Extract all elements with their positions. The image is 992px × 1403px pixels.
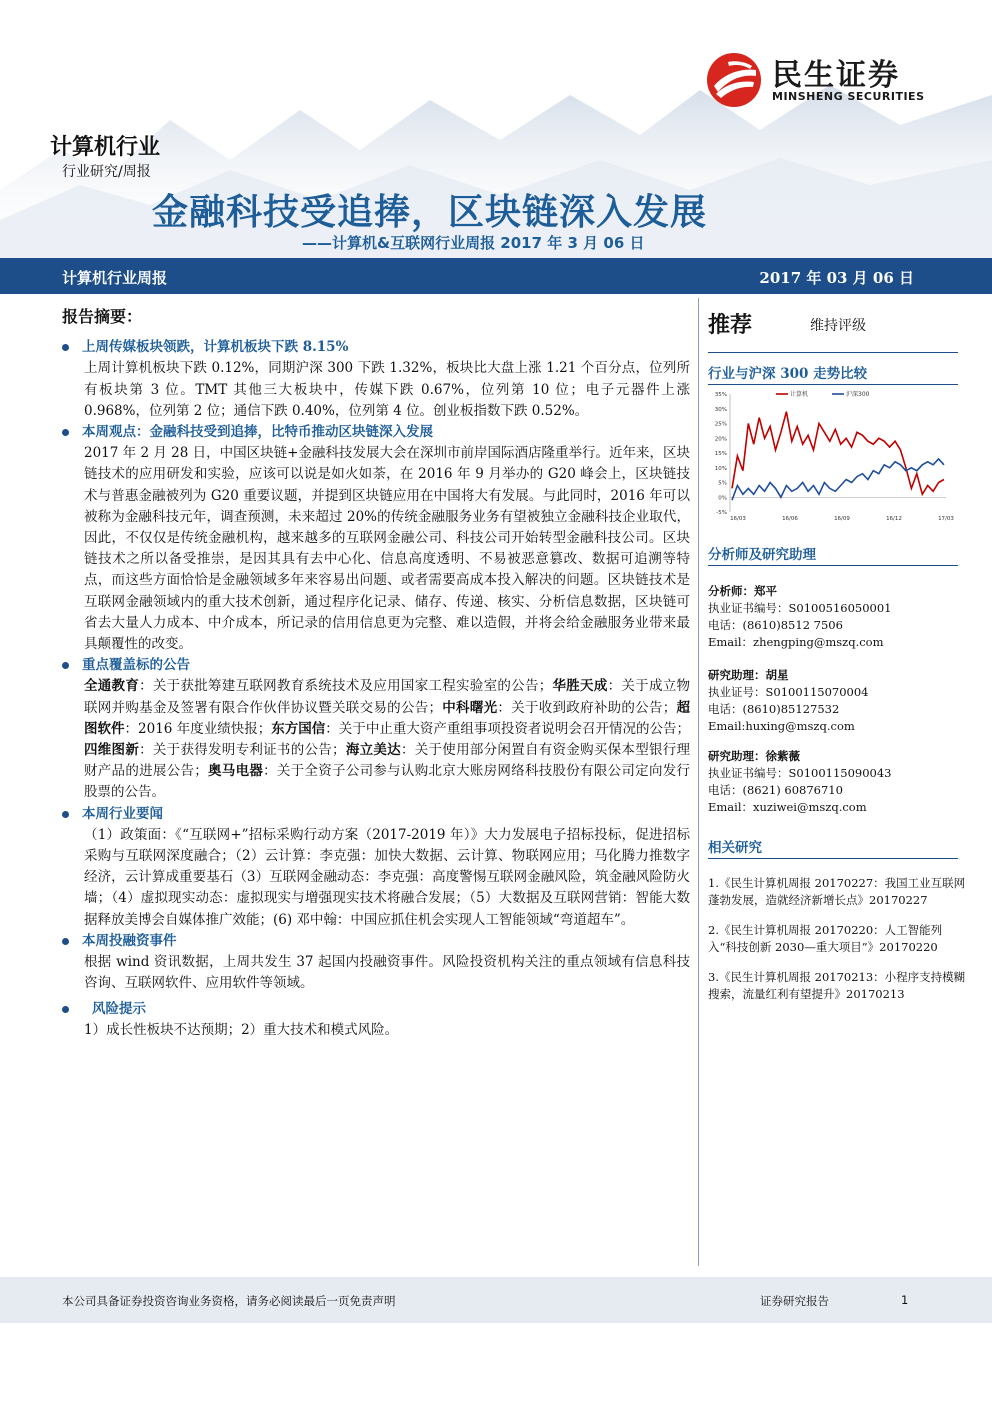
x-tick-label: 16/03 <box>730 516 746 522</box>
legend-label: 沪深300 <box>846 391 870 398</box>
analyst-name: 胡星 <box>765 668 789 682</box>
report-headline: 金融科技受追捧，区块链深入发展 <box>152 192 708 233</box>
main-column <box>62 300 690 1041</box>
section-title-text: 本周行业要闻 <box>82 805 163 822</box>
section-title <box>62 804 690 825</box>
analyst-email[interactable]: Email：xuziwei@mszq.com <box>708 800 867 814</box>
series-line-hs300 <box>732 459 944 500</box>
section-weekly-view <box>62 422 690 655</box>
company-name: 超图软件 <box>84 699 691 737</box>
analyst-phone: 电话：(8610)85127532 <box>708 702 840 716</box>
announcement-text: ：关于全资子公司参与认购北京大账房网络科技股份有限公司定向发行股票的公告。 <box>84 763 691 801</box>
brand-logo <box>706 48 946 108</box>
analyst-phone: 电话：(8610)8512 7506 <box>708 618 843 632</box>
section-title <box>62 999 690 1020</box>
announcement-text: ：关于使用部分闲置自有资金购买保本型银行理财产品的进展公告； <box>84 742 691 780</box>
company-name: 华胜天成 <box>552 678 608 695</box>
announcement-text: ：关于成立物联网并购基金及签署有限合作伙伴协议暨关联交易的公告； <box>84 678 691 716</box>
bullet-icon <box>62 662 69 669</box>
section-announcements <box>62 655 690 803</box>
trend-chart <box>708 384 958 532</box>
analyst-card <box>708 583 892 651</box>
related-item[interactable]: 1.《民生计算机周报 20170227：我国工业互联网蓬勃发展，造就经济新增长点》20170227 <box>708 876 966 907</box>
analyst-name: 徐紫薇 <box>765 749 800 763</box>
page-footer <box>0 1277 992 1323</box>
analyst-role: 分析师： <box>708 584 754 598</box>
band-date: 2017 年 03 月 06 日 <box>759 269 914 287</box>
industry-label: 计算机行业 <box>50 135 161 160</box>
announcement-text: ：关于收到政府补助的公告； <box>497 699 677 716</box>
section-title-text: 风险提示 <box>92 1000 146 1017</box>
announcement-text: ：2016 年度业绩快报； <box>124 720 272 737</box>
bullet-icon <box>62 938 69 945</box>
x-tick-label: 16/09 <box>834 516 850 522</box>
section-title <box>62 337 690 358</box>
rating: 推荐 <box>708 313 753 338</box>
y-tick-label: 10% <box>714 465 727 472</box>
analyst-cert: 执业证号：S0100115070004 <box>708 685 869 699</box>
bullet-icon <box>62 344 69 351</box>
y-tick-label: 25% <box>714 421 727 428</box>
brand-name-cn: 民生证券 <box>772 58 900 93</box>
analyst-role-line <box>708 583 892 600</box>
sidebar <box>708 300 968 1260</box>
rating-note: 维持评级 <box>810 318 866 334</box>
y-tick-label: 5% <box>718 480 727 487</box>
analyst-email[interactable]: Email:huxing@mszq.com <box>708 719 855 733</box>
y-tick-label: 0% <box>718 495 727 502</box>
section-title <box>62 655 690 676</box>
analyst-name: 郑平 <box>754 584 777 598</box>
section-body: 2017 年 2 月 28 日，中国区块链+金融科技发展大会在深圳市前岸国际酒店隆重举行。近年来，区块链技术的应用研发和实验，应该可以说是如火如荼，在 2016 年 9 月举办的 G20 峰会上，区块链技术与普惠金融被列为 G20 重要议题，并提到区块链应用在中国将大有发展。与此同时，2016 年可以被称为金融科技元年，调查预测，未来超过 20%的传统金融服务业务有望被独立金融科技企业取代，因此，不仅仅是传统金融机构，越来越多的互联网金融公司、科技公司开始转型金融科技公司。区块链技术之所以备受推崇，是因其具有去中心化、信息高度透明、不易被恶意篡改、数据可追溯等特点，而这些方面恰恰是金融领域多年来容易出问题、或者需要高成本投入解决的问题。区块链技术是互联网金融领域内的重大技术创新，通过程序化记录、储存、传递、核实、分析信息数据，区块链可省去大量人力成本、中介成本，所记录的信用信息更为完整、难以造假，并将会给金融服务业带来最具颠覆性的改变。 <box>84 445 690 653</box>
analyst-card <box>708 667 869 735</box>
announcement-list <box>62 676 690 803</box>
company-name: 奥马电器 <box>207 763 264 780</box>
chart-title: 行业与沪深 300 走势比较 <box>708 362 958 385</box>
section-risk <box>62 999 690 1041</box>
analyst-role: 研究助理： <box>708 668 766 682</box>
section-body: （1）政策面：《“互联网+”招标采购行动方案（2017-2019 年）》大力发展电子招标投标，促进招标采购与互联网深度融合；（2）云计算：李克强：加快大数据、云计算、物联网应用；马化腾力推数字经济，云计算成重要基石（3）互联网金融动态：李克强：高度警惕互联网金融风险，筑金融风险防火墙；（4）虚拟现实动态：虚拟现实与增强现实技术将融合发展；（5）大数据及互联网营销：智能大数据释放美博会自媒体推广效能；(6) 邓中翰：中国应抓住机会实现人工智能领域“弯道超车”。 <box>84 826 690 928</box>
bullet-icon <box>62 811 69 818</box>
company-name: 海立美达 <box>345 742 401 759</box>
analyst-role-line <box>708 667 869 684</box>
company-name: 东方国信 <box>271 720 326 737</box>
analyst-cert: 执业证书编号：S0100115090043 <box>708 766 892 780</box>
bullet-icon <box>62 1006 69 1013</box>
section-title <box>62 422 690 443</box>
section-investment-events <box>62 931 690 995</box>
related-title: 相关研究 <box>708 836 958 859</box>
analyst-role-line <box>708 748 892 765</box>
related-item[interactable]: 2.《民生计算机周报 20170220：人工智能列入“科技创新 2030—重大项目”》20170220 <box>708 923 943 954</box>
report-type: 行业研究/周报 <box>62 164 151 180</box>
section-body: 1）成长性板块不达预期；2）重大技术和模式风险。 <box>84 1021 399 1038</box>
footer-category: 证券研究报告 <box>760 1294 829 1308</box>
column-divider <box>698 298 699 1266</box>
y-tick-label: 35% <box>714 392 727 398</box>
x-tick-label: 16/12 <box>886 516 902 522</box>
section-title-text: 本周投融资事件 <box>82 932 177 949</box>
footer-disclaimer[interactable]: 本公司具备证券投资咨询业务资格，请务必阅读最后一页免责声明 <box>62 1294 396 1308</box>
band-series-name: 计算机行业周报 <box>62 269 168 287</box>
bullet-icon <box>62 429 69 436</box>
section-title-text: 重点覆盖标的公告 <box>82 657 190 674</box>
section-title-text: 上周传媒板块领跌，计算机板块下跌 8.15% <box>82 339 349 356</box>
y-tick-label: -5% <box>716 510 727 516</box>
section-body: 上周计算机板块下跌 0.12%，同期沪深 300 下跌 1.32%，板块比大盘上涨 1.21 个百分点，位列所有板块第 3 位。TMT 其他三大板块中，传媒下跌 0.67%，位列第 10 位；电子元器件上涨 0.968%，位列第 2 位；通信下跌 0.40%，位列第 4 位。创业板指数下跌 0.52%。 <box>84 360 690 419</box>
x-tick-label: 16/06 <box>782 516 798 522</box>
company-name: 四维图新 <box>84 742 140 759</box>
y-tick-label: 20% <box>714 436 727 443</box>
analysts-title: 分析师及研究助理 <box>708 543 958 566</box>
announcement-text: ：关于中止重大资产重组事项投资者说明会召开情况的公告； <box>325 720 691 737</box>
x-tick-label: 17/03 <box>938 516 954 522</box>
divider <box>708 352 958 353</box>
section-industry-news <box>62 804 690 931</box>
related-item[interactable]: 3.《民生计算机周报 20170213：小程序支持模糊搜索，流量红利有望提升》20170213 <box>708 970 966 1001</box>
analyst-card <box>708 748 892 816</box>
y-tick-label: 15% <box>714 451 727 457</box>
series-line-computer <box>732 412 944 495</box>
related-research-list <box>708 875 966 1016</box>
y-tick-label: 30% <box>714 406 727 413</box>
company-name: 中科曙光 <box>441 699 498 716</box>
abstract-title: 报告摘要： <box>62 307 143 326</box>
section-title-text: 本周观点：金融科技受到追捧，比特币推动区块链深入发展 <box>82 424 433 441</box>
analyst-email[interactable]: Email：zhengping@mszq.com <box>708 635 884 649</box>
analyst-phone: 电话：(8621) 60876710 <box>708 783 843 797</box>
announcement-text: ：关于获得发明专利证书的公告； <box>139 742 346 759</box>
analyst-role: 研究助理： <box>708 749 766 763</box>
section-body: 根据 wind 资讯数据，上周共发生 37 起国内投融资事件。风险投资机构关注的重点领域有信息科技咨询、互联网软件、应用软件等领域。 <box>84 954 690 992</box>
legend-label: 计算机 <box>790 391 809 398</box>
section-weekly-market <box>62 337 690 422</box>
analyst-cert: 执业证书编号：S0100516050001 <box>708 601 892 615</box>
report-subheadline: ——计算机&互联网行业周报 2017 年 3 月 06 日 <box>302 234 645 252</box>
header-band <box>0 258 992 294</box>
page-number: 1 <box>901 1293 909 1307</box>
brand-name-en: MINSHENG SECURITIES <box>772 90 925 103</box>
minsheng-logo-icon <box>706 52 762 108</box>
announcement-text: ：关于获批筹建互联网教育系统技术及应用国家工程实验室的公告； <box>139 678 553 695</box>
company-name: 全通教育 <box>84 678 140 695</box>
section-title <box>62 931 690 952</box>
